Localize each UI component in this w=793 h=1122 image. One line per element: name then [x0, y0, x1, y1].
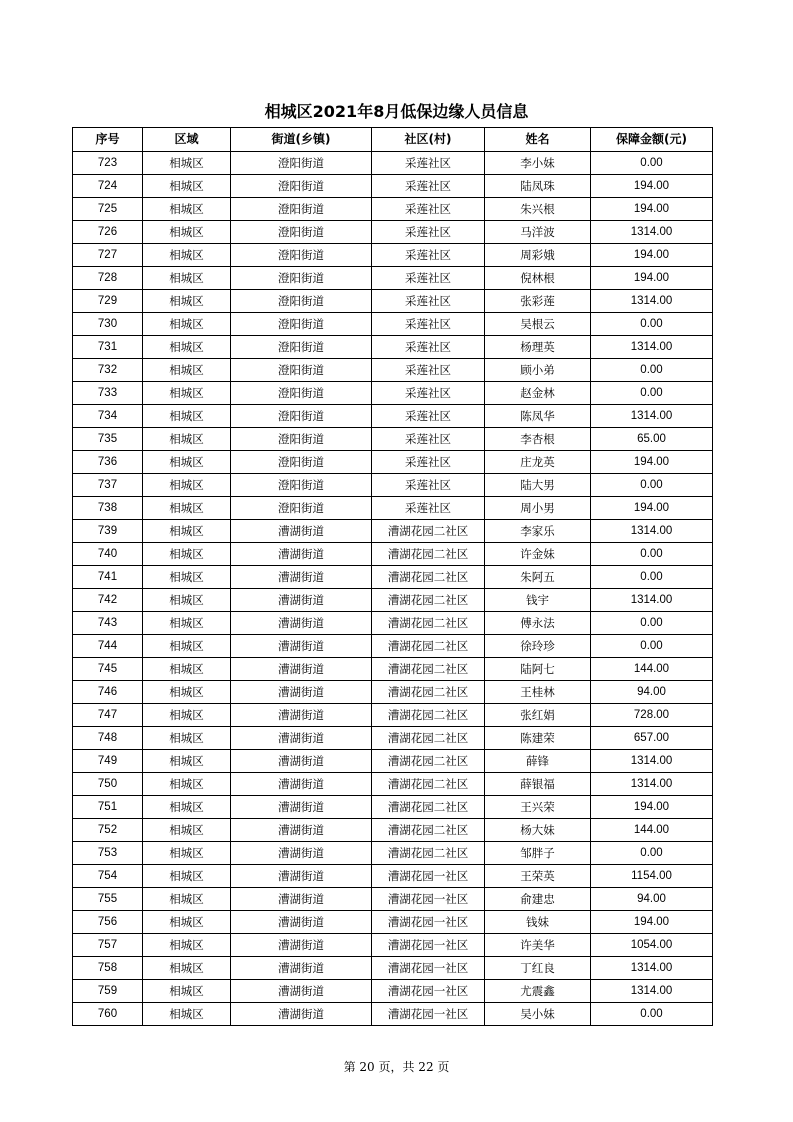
row-amount: 657.00	[591, 727, 713, 750]
page-footer: 第 20 页，共 22 页	[343, 1060, 450, 1074]
row-name: 李杏根	[485, 428, 591, 451]
row-index: 753	[73, 842, 143, 865]
table-row	[73, 566, 713, 589]
row-community: 漕湖花园一社区	[372, 934, 485, 957]
row-district: 相城区	[143, 244, 231, 267]
row-amount: 1314.00	[591, 957, 713, 980]
row-name: 杨大妹	[485, 819, 591, 842]
row-index: 735	[73, 428, 143, 451]
row-index: 738	[73, 497, 143, 520]
row-street: 漕湖街道	[231, 1003, 372, 1026]
row-index: 729	[73, 290, 143, 313]
row-index: 752	[73, 819, 143, 842]
row-name: 王桂林	[485, 681, 591, 704]
row-community: 采莲社区	[372, 405, 485, 428]
row-name: 张红娟	[485, 704, 591, 727]
row-name: 吴根云	[485, 313, 591, 336]
table-row	[73, 474, 713, 497]
row-amount: 0.00	[591, 152, 713, 175]
row-street: 澄阳街道	[231, 267, 372, 290]
row-street: 漕湖街道	[231, 704, 372, 727]
row-street: 漕湖街道	[231, 520, 372, 543]
row-street: 漕湖街道	[231, 842, 372, 865]
row-street: 澄阳街道	[231, 336, 372, 359]
row-amount: 194.00	[591, 198, 713, 221]
row-name: 陆凤珠	[485, 175, 591, 198]
table-row	[73, 727, 713, 750]
row-district: 相城区	[143, 543, 231, 566]
row-district: 相城区	[143, 980, 231, 1003]
row-district: 相城区	[143, 175, 231, 198]
row-community: 采莲社区	[372, 290, 485, 313]
row-street: 澄阳街道	[231, 198, 372, 221]
row-name: 朱兴根	[485, 198, 591, 221]
row-index: 739	[73, 520, 143, 543]
row-amount: 0.00	[591, 313, 713, 336]
row-community: 漕湖花园二社区	[372, 566, 485, 589]
row-district: 相城区	[143, 796, 231, 819]
row-street: 漕湖街道	[231, 750, 372, 773]
row-amount: 194.00	[591, 497, 713, 520]
row-name: 李家乐	[485, 520, 591, 543]
row-street: 漕湖街道	[231, 727, 372, 750]
table-row	[73, 290, 713, 313]
row-street: 澄阳街道	[231, 497, 372, 520]
page-title: 相城区2021年8月低保边缘人员信息	[264, 102, 529, 121]
row-index: 742	[73, 589, 143, 612]
row-community: 采莲社区	[372, 221, 485, 244]
row-index: 744	[73, 635, 143, 658]
row-index: 726	[73, 221, 143, 244]
row-community: 漕湖花园二社区	[372, 750, 485, 773]
column-header-index: 序号	[73, 128, 143, 152]
row-district: 相城区	[143, 474, 231, 497]
row-name: 许金妹	[485, 543, 591, 566]
row-street: 漕湖街道	[231, 612, 372, 635]
table-row	[73, 497, 713, 520]
row-community: 漕湖花园二社区	[372, 681, 485, 704]
table-row	[73, 911, 713, 934]
row-index: 750	[73, 773, 143, 796]
table-row	[73, 152, 713, 175]
row-district: 相城区	[143, 359, 231, 382]
row-district: 相城区	[143, 267, 231, 290]
row-street: 漕湖街道	[231, 658, 372, 681]
table-row	[73, 888, 713, 911]
row-community: 采莲社区	[372, 428, 485, 451]
row-name: 薛银福	[485, 773, 591, 796]
row-community: 漕湖花园二社区	[372, 842, 485, 865]
row-street: 漕湖街道	[231, 543, 372, 566]
table-row	[73, 244, 713, 267]
row-district: 相城区	[143, 313, 231, 336]
row-amount: 728.00	[591, 704, 713, 727]
row-index: 725	[73, 198, 143, 221]
row-index: 724	[73, 175, 143, 198]
row-street: 澄阳街道	[231, 359, 372, 382]
table-row	[73, 704, 713, 727]
table-row	[73, 451, 713, 474]
table-row	[73, 428, 713, 451]
row-name: 庄龙英	[485, 451, 591, 474]
row-amount: 1314.00	[591, 589, 713, 612]
row-community: 采莲社区	[372, 336, 485, 359]
table-row	[73, 980, 713, 1003]
row-amount: 0.00	[591, 382, 713, 405]
row-street: 漕湖街道	[231, 865, 372, 888]
row-index: 749	[73, 750, 143, 773]
row-community: 采莲社区	[372, 244, 485, 267]
row-district: 相城区	[143, 658, 231, 681]
table-row	[73, 750, 713, 773]
row-community: 漕湖花园二社区	[372, 796, 485, 819]
row-community: 漕湖花园一社区	[372, 1003, 485, 1026]
row-name: 傅永法	[485, 612, 591, 635]
row-district: 相城区	[143, 566, 231, 589]
row-community: 漕湖花园一社区	[372, 865, 485, 888]
row-community: 漕湖花园二社区	[372, 704, 485, 727]
row-street: 澄阳街道	[231, 382, 372, 405]
row-amount: 1314.00	[591, 290, 713, 313]
row-index: 747	[73, 704, 143, 727]
row-district: 相城区	[143, 589, 231, 612]
row-amount: 94.00	[591, 888, 713, 911]
row-index: 757	[73, 934, 143, 957]
row-community: 漕湖花园二社区	[372, 589, 485, 612]
row-index: 731	[73, 336, 143, 359]
row-district: 相城区	[143, 497, 231, 520]
row-community: 采莲社区	[372, 313, 485, 336]
row-index: 760	[73, 1003, 143, 1026]
row-name: 薛锋	[485, 750, 591, 773]
column-header-community: 社区(村)	[372, 128, 485, 152]
row-street: 漕湖街道	[231, 819, 372, 842]
row-amount: 1314.00	[591, 336, 713, 359]
row-district: 相城区	[143, 612, 231, 635]
row-name: 许美华	[485, 934, 591, 957]
table-row	[73, 842, 713, 865]
row-street: 澄阳街道	[231, 405, 372, 428]
row-district: 相城区	[143, 704, 231, 727]
row-amount: 144.00	[591, 658, 713, 681]
row-index: 732	[73, 359, 143, 382]
row-district: 相城区	[143, 635, 231, 658]
row-community: 漕湖花园二社区	[372, 635, 485, 658]
row-community: 漕湖花园二社区	[372, 612, 485, 635]
row-street: 漕湖街道	[231, 911, 372, 934]
row-name: 陆大男	[485, 474, 591, 497]
column-header-district: 区域	[143, 128, 231, 152]
row-district: 相城区	[143, 221, 231, 244]
row-street: 澄阳街道	[231, 474, 372, 497]
row-index: 748	[73, 727, 143, 750]
row-name: 倪林根	[485, 267, 591, 290]
data-table	[72, 127, 713, 1026]
row-district: 相城区	[143, 865, 231, 888]
row-district: 相城区	[143, 727, 231, 750]
row-name: 周彩娥	[485, 244, 591, 267]
row-name: 尤震鑫	[485, 980, 591, 1003]
column-header-street: 街道(乡镇)	[231, 128, 372, 152]
row-district: 相城区	[143, 152, 231, 175]
row-index: 728	[73, 267, 143, 290]
table-row	[73, 267, 713, 290]
table-row	[73, 589, 713, 612]
table-row	[73, 359, 713, 382]
row-name: 马洋波	[485, 221, 591, 244]
row-street: 漕湖街道	[231, 796, 372, 819]
row-street: 澄阳街道	[231, 451, 372, 474]
table-row	[73, 773, 713, 796]
row-community: 漕湖花园一社区	[372, 911, 485, 934]
row-street: 漕湖街道	[231, 566, 372, 589]
row-name: 张彩莲	[485, 290, 591, 313]
row-index: 734	[73, 405, 143, 428]
row-community: 采莲社区	[372, 497, 485, 520]
row-amount: 144.00	[591, 819, 713, 842]
row-index: 746	[73, 681, 143, 704]
table-row	[73, 934, 713, 957]
row-street: 澄阳街道	[231, 152, 372, 175]
row-index: 736	[73, 451, 143, 474]
row-street: 漕湖街道	[231, 773, 372, 796]
row-district: 相城区	[143, 750, 231, 773]
row-name: 吴小妹	[485, 1003, 591, 1026]
row-name: 王兴荣	[485, 796, 591, 819]
row-community: 采莲社区	[372, 152, 485, 175]
row-name: 邹胖子	[485, 842, 591, 865]
column-header-name: 姓名	[485, 128, 591, 152]
table-row	[73, 198, 713, 221]
row-district: 相城区	[143, 428, 231, 451]
table-row	[73, 543, 713, 566]
row-community: 漕湖花园二社区	[372, 819, 485, 842]
row-amount: 194.00	[591, 911, 713, 934]
row-amount: 65.00	[591, 428, 713, 451]
row-name: 陈凤华	[485, 405, 591, 428]
row-community: 采莲社区	[372, 175, 485, 198]
row-index: 741	[73, 566, 143, 589]
row-name: 周小男	[485, 497, 591, 520]
column-header-amount: 保障金额(元)	[591, 128, 713, 152]
row-name: 顾小弟	[485, 359, 591, 382]
row-index: 727	[73, 244, 143, 267]
row-amount: 0.00	[591, 474, 713, 497]
row-name: 赵金林	[485, 382, 591, 405]
table-row	[73, 313, 713, 336]
row-amount: 0.00	[591, 359, 713, 382]
row-street: 澄阳街道	[231, 175, 372, 198]
row-community: 采莲社区	[372, 267, 485, 290]
row-amount: 0.00	[591, 566, 713, 589]
table-body	[73, 152, 713, 1026]
row-street: 澄阳街道	[231, 313, 372, 336]
row-amount: 1314.00	[591, 221, 713, 244]
row-name: 徐玲珍	[485, 635, 591, 658]
row-amount: 0.00	[591, 543, 713, 566]
row-district: 相城区	[143, 290, 231, 313]
row-community: 漕湖花园二社区	[372, 658, 485, 681]
row-index: 743	[73, 612, 143, 635]
row-street: 漕湖街道	[231, 589, 372, 612]
row-name: 陈建荣	[485, 727, 591, 750]
table-row	[73, 612, 713, 635]
row-index: 730	[73, 313, 143, 336]
table-row	[73, 658, 713, 681]
row-index: 740	[73, 543, 143, 566]
row-name: 李小妹	[485, 152, 591, 175]
row-index: 751	[73, 796, 143, 819]
row-community: 采莲社区	[372, 359, 485, 382]
row-street: 澄阳街道	[231, 428, 372, 451]
table-row	[73, 819, 713, 842]
row-amount: 194.00	[591, 175, 713, 198]
row-index: 737	[73, 474, 143, 497]
table-row	[73, 957, 713, 980]
row-district: 相城区	[143, 888, 231, 911]
table-row	[73, 336, 713, 359]
row-street: 漕湖街道	[231, 934, 372, 957]
row-community: 漕湖花园二社区	[372, 727, 485, 750]
row-amount: 0.00	[591, 612, 713, 635]
row-community: 漕湖花园一社区	[372, 980, 485, 1003]
row-district: 相城区	[143, 451, 231, 474]
row-index: 723	[73, 152, 143, 175]
row-district: 相城区	[143, 819, 231, 842]
row-name: 杨理英	[485, 336, 591, 359]
row-amount: 1314.00	[591, 773, 713, 796]
row-community: 漕湖花园一社区	[372, 957, 485, 980]
row-amount: 194.00	[591, 451, 713, 474]
row-name: 王荣英	[485, 865, 591, 888]
table-row	[73, 1003, 713, 1026]
row-amount: 194.00	[591, 267, 713, 290]
row-index: 759	[73, 980, 143, 1003]
table-row	[73, 175, 713, 198]
table-row	[73, 221, 713, 244]
row-amount: 94.00	[591, 681, 713, 704]
row-name: 钱妹	[485, 911, 591, 934]
row-index: 733	[73, 382, 143, 405]
row-community: 采莲社区	[372, 474, 485, 497]
row-community: 采莲社区	[372, 382, 485, 405]
row-district: 相城区	[143, 842, 231, 865]
row-street: 漕湖街道	[231, 635, 372, 658]
row-amount: 1314.00	[591, 405, 713, 428]
table-row	[73, 865, 713, 888]
row-district: 相城区	[143, 911, 231, 934]
header-row	[73, 128, 713, 152]
row-index: 756	[73, 911, 143, 934]
row-street: 漕湖街道	[231, 888, 372, 911]
row-district: 相城区	[143, 382, 231, 405]
row-street: 澄阳街道	[231, 290, 372, 313]
table-row	[73, 520, 713, 543]
row-street: 漕湖街道	[231, 980, 372, 1003]
row-district: 相城区	[143, 681, 231, 704]
row-amount: 0.00	[591, 1003, 713, 1026]
row-name: 朱阿五	[485, 566, 591, 589]
row-district: 相城区	[143, 957, 231, 980]
row-amount: 0.00	[591, 842, 713, 865]
row-community: 漕湖花园二社区	[372, 520, 485, 543]
row-district: 相城区	[143, 934, 231, 957]
row-amount: 0.00	[591, 635, 713, 658]
row-community: 采莲社区	[372, 198, 485, 221]
row-community: 漕湖花园一社区	[372, 888, 485, 911]
table-row	[73, 796, 713, 819]
row-district: 相城区	[143, 405, 231, 428]
row-index: 755	[73, 888, 143, 911]
row-district: 相城区	[143, 520, 231, 543]
row-name: 俞建忠	[485, 888, 591, 911]
row-amount: 194.00	[591, 244, 713, 267]
row-street: 漕湖街道	[231, 681, 372, 704]
row-district: 相城区	[143, 773, 231, 796]
row-street: 澄阳街道	[231, 221, 372, 244]
row-community: 采莲社区	[372, 451, 485, 474]
row-name: 钱宇	[485, 589, 591, 612]
row-index: 758	[73, 957, 143, 980]
row-amount: 1314.00	[591, 750, 713, 773]
table-row	[73, 382, 713, 405]
row-district: 相城区	[143, 336, 231, 359]
row-index: 754	[73, 865, 143, 888]
table-row	[73, 405, 713, 428]
table-row	[73, 635, 713, 658]
row-index: 745	[73, 658, 143, 681]
row-street: 澄阳街道	[231, 244, 372, 267]
row-community: 漕湖花园二社区	[372, 543, 485, 566]
row-community: 漕湖花园二社区	[372, 773, 485, 796]
row-amount: 194.00	[591, 796, 713, 819]
table-row	[73, 681, 713, 704]
row-amount: 1054.00	[591, 934, 713, 957]
row-name: 陆阿七	[485, 658, 591, 681]
row-amount: 1154.00	[591, 865, 713, 888]
row-district: 相城区	[143, 1003, 231, 1026]
row-district: 相城区	[143, 198, 231, 221]
row-amount: 1314.00	[591, 520, 713, 543]
row-amount: 1314.00	[591, 980, 713, 1003]
row-name: 丁红良	[485, 957, 591, 980]
row-street: 漕湖街道	[231, 957, 372, 980]
